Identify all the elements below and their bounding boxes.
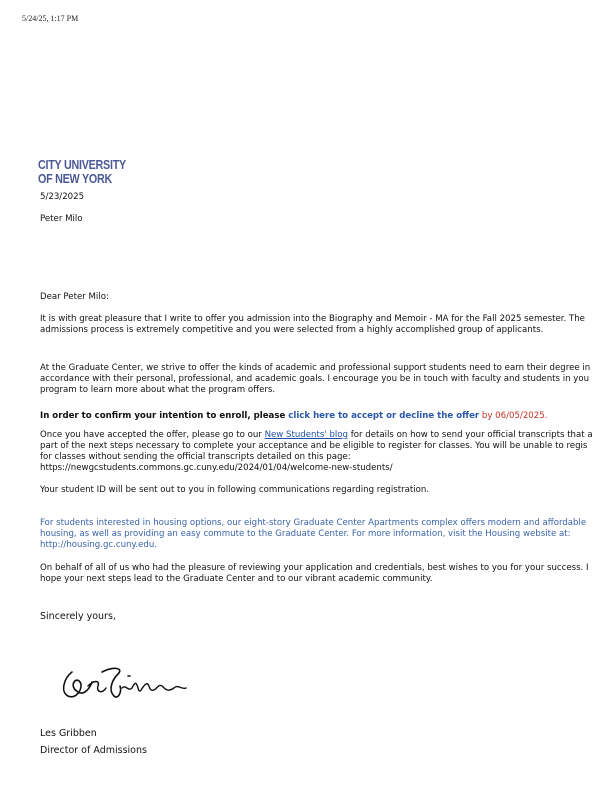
line-text: for details on how to send your official transcripts that a	[348, 430, 593, 440]
paragraph-line: It is with great pleasure that I write to offer you admission into the Biography and Memoir - MA for the Fall 2025 semester. The	[40, 314, 585, 324]
salutation: Dear Peter Milo:	[40, 292, 109, 302]
line-text: Once you have accepted the offer, please go to our	[40, 430, 265, 440]
paragraph-line: hope your next steps lead to the Graduate Center and to our vibrant academic community.	[40, 574, 433, 584]
paragraph-support	[40, 363, 590, 396]
paragraph-line: On behalf of all of us who had the pleasure of reviewing your application and credentials, best wishes to you for your success. I	[40, 563, 589, 573]
signer-name: Les Gribben	[40, 728, 97, 739]
logo-line-2: OF NEW YORK	[38, 172, 113, 186]
logo-line-1: CITY UNIVERSITY	[38, 158, 126, 172]
transcripts-url: https://newgcstudents.commons.gc.cuny.edu/2024/01/04/welcome-new-students/	[40, 463, 393, 473]
paragraph-next-steps	[40, 430, 593, 474]
paragraph-line: for classes without sending the official transcripts detailed on this page:	[40, 452, 351, 462]
print-timestamp: 5/24/25, 1:17 PM	[22, 14, 79, 23]
signer-title: Director of Admissions	[40, 745, 147, 756]
handwritten-signature	[58, 662, 188, 710]
accept-decline-offer-link[interactable]: click here to accept or decline the offer	[288, 411, 480, 421]
housing-url: http://housing.gc.cuny.edu.	[40, 540, 158, 550]
paragraph-line: part of the next steps necessary to complete your acceptance and be eligible to register for classes. You will be unable to regis	[40, 441, 588, 451]
paragraph-line	[40, 430, 593, 441]
letter-date: 5/23/2025	[40, 192, 85, 202]
paragraph-housing	[40, 518, 586, 551]
enroll-instruction	[40, 411, 547, 422]
paragraph-best-wishes	[40, 563, 589, 585]
paragraph-line: admissions process is extremely competitive and you were selected from a highly accomplished group of applicants.	[40, 325, 544, 335]
paragraph-line: For students interested in housing options, our eight-story Graduate Center Apartments complex offers modern and affordable	[40, 518, 587, 528]
recipient-name: Peter Milo	[40, 214, 83, 224]
enroll-lead-text: In order to confirm your intention to enroll, please	[40, 411, 289, 421]
enroll-deadline: by 06/05/2025.	[479, 411, 548, 421]
paragraph-line: housing, as well as providing an easy commute to the Graduate Center. For more information, visit the Housing website at:	[40, 529, 571, 539]
paragraph-line: At the Graduate Center, we strive to offer the kinds of academic and professional support students need to earn their degree in	[40, 363, 591, 373]
closing: Sincerely yours,	[40, 611, 116, 622]
paragraph-admission-offer	[40, 314, 585, 336]
new-students-blog-link[interactable]: New Students' blog	[264, 430, 348, 440]
cuny-logo	[38, 158, 126, 186]
paragraph-line: program to learn more about what the program offers.	[40, 385, 276, 395]
paragraph-student-id: Your student ID will be sent out to you in following communications regarding registration.	[40, 485, 430, 495]
paragraph-line: accordance with their personal, professional, and academic goals. I encourage you be in touch with faculty and students in you	[40, 374, 590, 384]
